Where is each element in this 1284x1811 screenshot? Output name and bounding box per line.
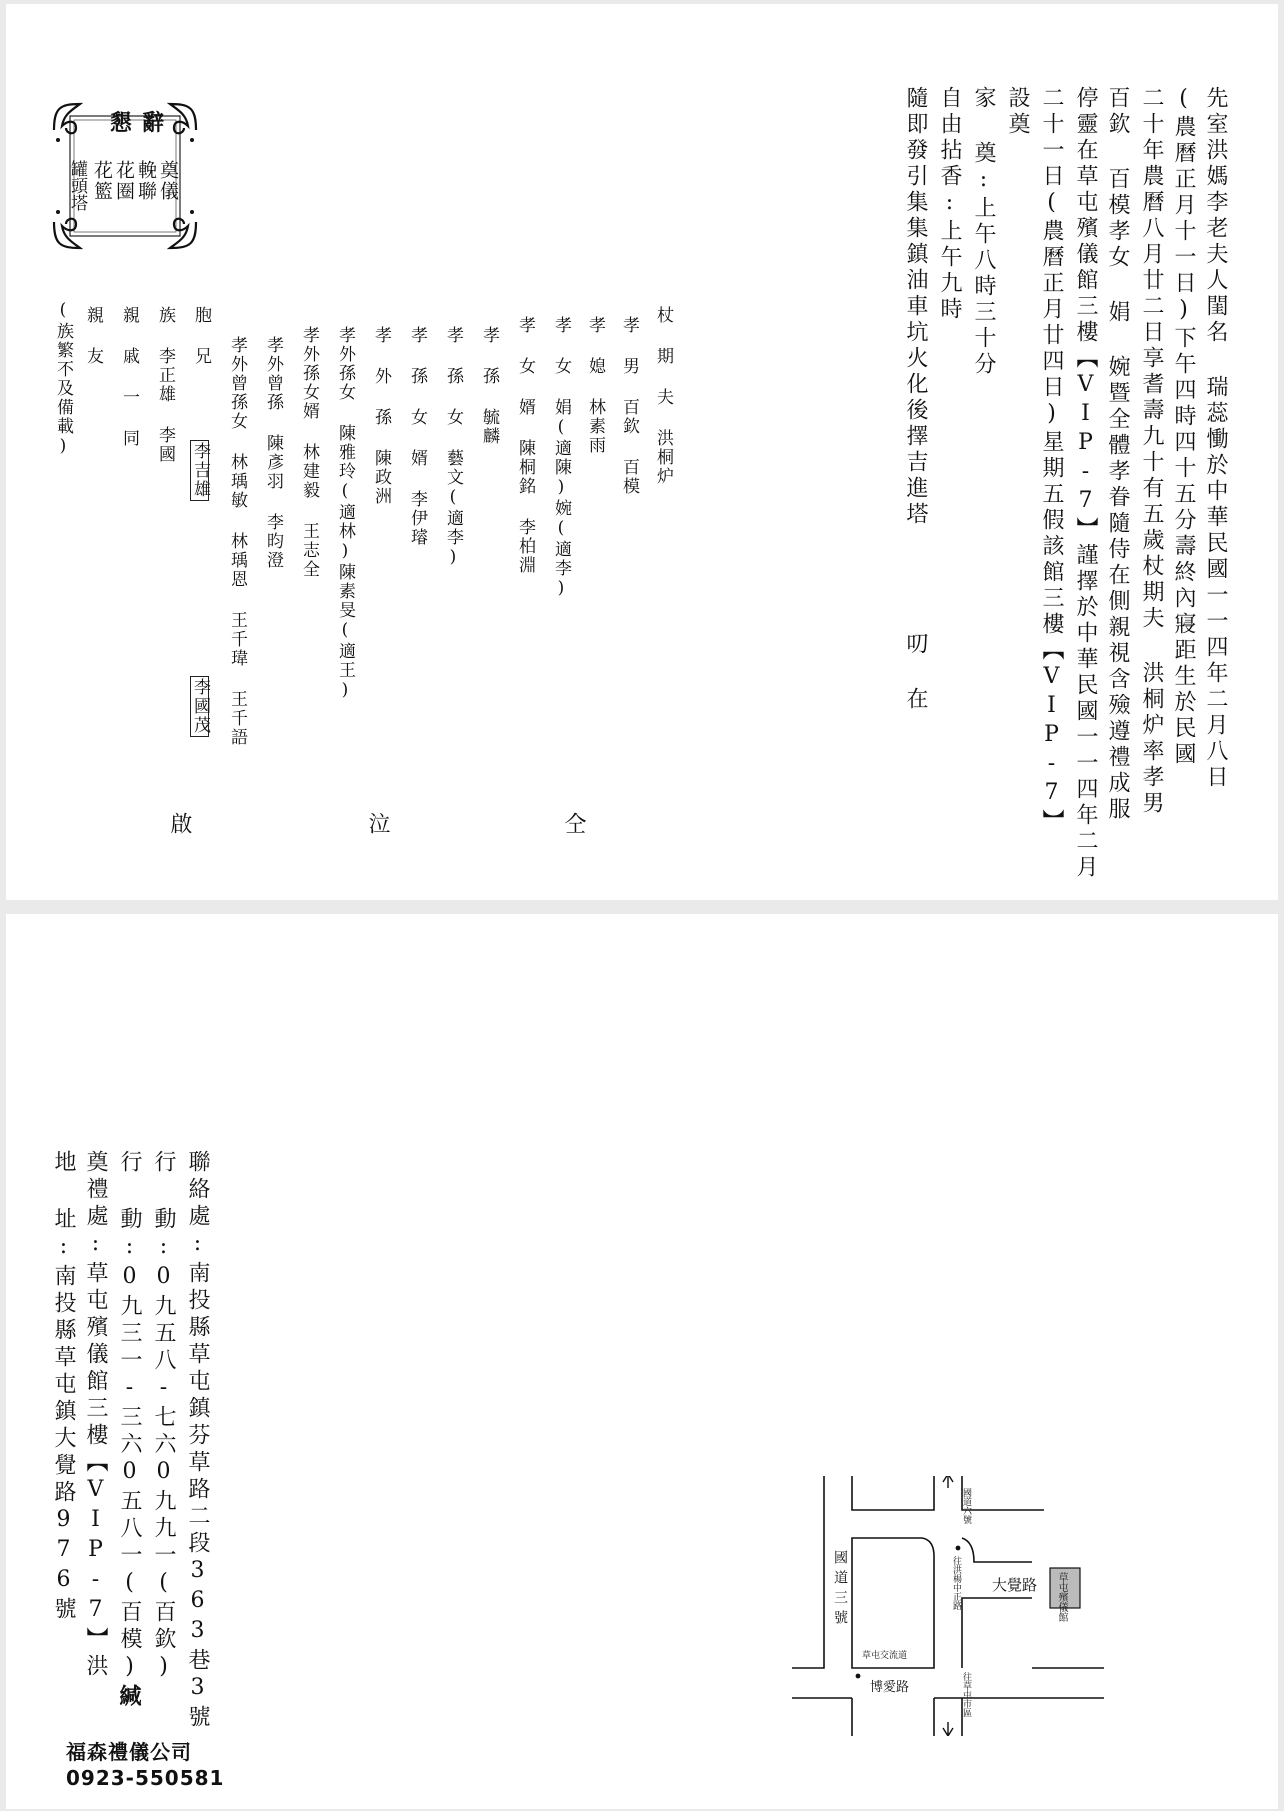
mourner-column: 孝外孫女 陳雅玲(適林)陳素旻(適王) xyxy=(335,326,355,702)
contact-line: 地 址:南投縣草屯鎮大覺路976號 xyxy=(51,1150,76,1624)
mourner-column: 孝 孫 女 藝文(適李) xyxy=(443,326,463,569)
ornament-item: 罐頭塔 xyxy=(67,160,87,211)
relatives-line: (族繁不及備載) xyxy=(53,300,73,458)
mourner-column: 孝 孫 女 婿 李伊璿 xyxy=(407,326,427,547)
company-name: 福森禮儀公司 xyxy=(66,1740,192,1764)
mourner-column: 孝 男 百欽 百模 xyxy=(619,316,639,496)
mourner-column: 孝 女 婿 陳桐銘 李柏淵 xyxy=(515,316,535,575)
relatives-line: 親 友 xyxy=(83,306,103,366)
signoff-char: 仝 xyxy=(561,812,586,838)
mourner-column: 孝 女 娟(適陳)婉(適李) xyxy=(551,316,571,600)
notice-line: 隨即發引集集鎮油車坑火化後擇吉進塔 xyxy=(903,86,928,528)
location-map xyxy=(792,1476,1104,1736)
contact-line: 行 動:0九五八-七六0九九一(百欽) xyxy=(151,1150,176,1684)
mourner-column: 孝外曾孫 陳彥羽 李昀澄 xyxy=(263,336,283,570)
notice-line: 百欽 百模孝女 娟 婉暨全體孝眷隨侍在側親視含殮遵禮成服 xyxy=(1105,86,1130,823)
notice-line: (農曆正月十一日)下午四時四十五分壽終內寢距生於民國 xyxy=(1171,86,1196,768)
ornament-item: 輓聯 xyxy=(135,160,157,202)
contact-line: 聯絡處:南投縣草屯鎮芬草路二段363巷3號 xyxy=(185,1150,210,1732)
mourner-column: 孝外孫女婿 林建毅 王志全 xyxy=(299,326,319,579)
notice-tail: 叨 在 xyxy=(903,632,928,713)
notice-line: 停靈在草屯殯儀館三樓【VIP-7】謹擇於中華民國一一四年二月 xyxy=(1073,86,1098,881)
sibling-label: 胞 兄 xyxy=(191,306,211,366)
notice-line: 設奠 xyxy=(1005,86,1030,138)
notice-line: 自由拈香:上午九時 xyxy=(937,86,962,323)
map-label-interchange: 草屯交流道 xyxy=(862,1651,908,1661)
relatives-line: 親 戚 一 同 xyxy=(119,306,139,448)
mourner-column: 孝 外 孫 陳政洲 xyxy=(371,326,391,506)
map-label-dajue: 大覺路 xyxy=(992,1576,1038,1594)
ornament-title: 懇辭 xyxy=(110,110,175,136)
map-label-zhongxing: 往洪楊中正路 xyxy=(951,1556,961,1610)
signoff-char: 啟 xyxy=(167,812,192,838)
sibling-boxed-name: 李國茂 xyxy=(190,678,210,735)
mourner-column: 族 李正雄 李國 xyxy=(155,306,175,464)
notice-card xyxy=(6,4,1278,900)
sibling-boxed-name: 李吉雄 xyxy=(190,442,210,499)
map-label-road6: 國道六號 xyxy=(961,1488,971,1524)
mourner-column: 杖 期 夫 洪桐炉 xyxy=(653,306,673,486)
ornament-panel xyxy=(50,100,200,252)
ornament-item: 花籃 xyxy=(91,160,113,202)
map-label-boai: 博愛路 xyxy=(870,1680,910,1695)
notice-line: 先室洪媽李老夫人閨名 瑞蕊慟於中華民國一一四年二月八日 xyxy=(1203,86,1228,791)
ornament-item: 奠儀 xyxy=(157,160,179,202)
mourner-column: 孝 媳 林素雨 xyxy=(585,316,605,455)
contact-line: 奠禮處:草屯殯儀館三樓【VIP-7】洪 xyxy=(83,1150,108,1681)
map-label-caotun: 往草屯市區 xyxy=(961,1672,971,1717)
notice-line: 二十年農曆八月廿二日享耆壽九十有五歲杖期夫 洪桐炉率孝男 xyxy=(1139,86,1164,817)
ornament-item: 花圈 xyxy=(113,160,135,202)
closing-char: 緘 xyxy=(116,1684,142,1710)
notice-line: 二十一日(農曆正月廿四日)星期五假該館三樓【VIP-7】 xyxy=(1039,86,1064,835)
signoff-char: 泣 xyxy=(365,812,390,838)
map-label-highway: 國道三號 xyxy=(832,1550,848,1630)
contact-line: 行 動:0九三一-三六0五八一(百模) xyxy=(117,1150,142,1684)
mourner-column: 孝外曾孫女 林瑀敏 林瑀恩 王千瑋 王千語 xyxy=(227,336,247,747)
mourner-column: 孝 孫 毓麟 xyxy=(479,326,499,446)
map-venue-label: 草屯殯儀館 xyxy=(1056,1572,1067,1622)
contact-card xyxy=(6,914,1278,1809)
notice-line: 家 奠:上午八時三十分 xyxy=(971,86,996,378)
company-phone: 0923-550581 xyxy=(66,1766,225,1790)
